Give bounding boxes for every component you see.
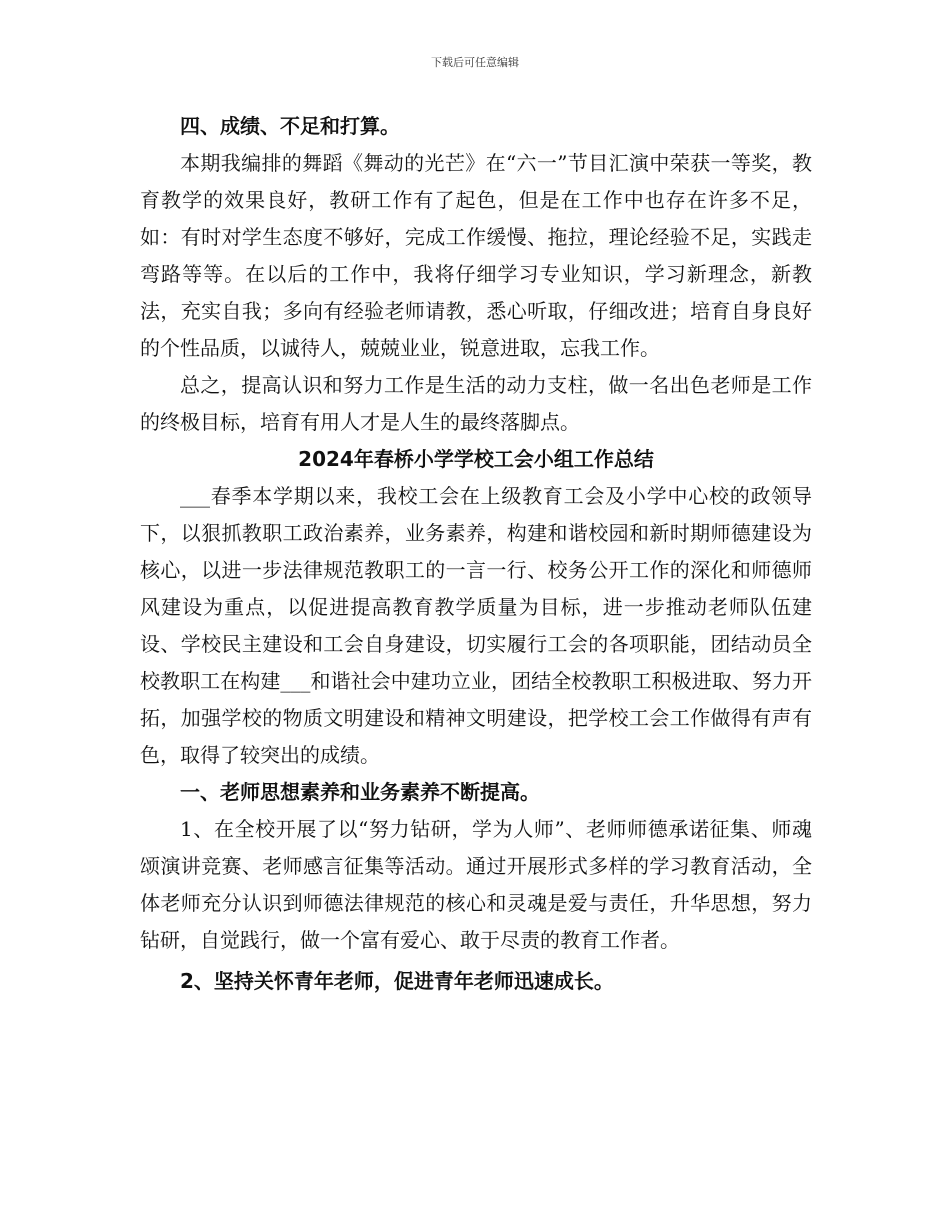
section-heading-achievements: 四、成绩、不足和打算。 xyxy=(180,114,400,138)
page-header-note: 下载后可任意编辑 xyxy=(431,56,519,69)
paragraph-achievements: 本期我编排的舞蹈《舞动的光芒》在“六一”节目汇演中荣获一等奖，教育教学的效果良好，教研工作有了起色，但是在工作中也存在许多不足，如：有时对学生态度不够好，完成工作缓慢、拖拉，理论经验不足，实践走弯路等等。在以后的工作中，我将仔细学习专业知识，学习新理念，新教法，充实自我；多向有经验老师请教，悉心听取，仔细改进；培育自身良好的个性品质，以诚待人，兢兢业业，锐意进取，忘我工作。 xyxy=(140,151,812,360)
paragraph-intro: ___春季本学期以来，我校工会在上级教育工会及小学中心校的政领导下，以狠抓教职工政治素养，业务素养，构建和谐校园和新时期师德建设为核心，以进一步法律规范教职工的一言一行、校务公开工作的深化和师德师风建设为重点，以促进提高教育教学质量为目标，进一步推动老师队伍建设、学校民主建设和工会自身建设，切实履行工会的各项职能，团结动员全校教职工在构建___和谐社会中建功立业，团结全校教职工积极进取、努力开拓，加强学校的物质文明建设和精神文明建设，把学校工会工作做得有声有色，取得了较突出的成绩。 xyxy=(140,484,812,767)
document-body xyxy=(140,108,812,1000)
paragraph-conclusion: 总之，提高认识和努力工作是生活的动力支柱，做一名出色老师是工作的终极目标，培育有用人才是人生的最终落脚点。 xyxy=(140,373,812,434)
paragraph-item-1: 1、在全校开展了以“努力钻研，学为人师”、老师师德承诺征集、师魂颂演讲竞赛、老师感言征集等活动。通过开展形式多样的学习教育活动，全体老师充分认识到师德法律规范的核心和灵魂是爱与责任，升华思想，努力钻研，自觉践行，做一个富有爱心、敢于尽责的教育工作者。 xyxy=(140,817,812,952)
document-title: 2024年春桥小学学校工会小组工作总结 xyxy=(298,447,654,471)
section-heading-young-teachers: 2、坚持关怀青年老师，促进青年老师迅速成长。 xyxy=(180,969,614,993)
section-heading-teacher-quality: 一、老师思想素养和业务素养不断提高。 xyxy=(180,780,540,804)
